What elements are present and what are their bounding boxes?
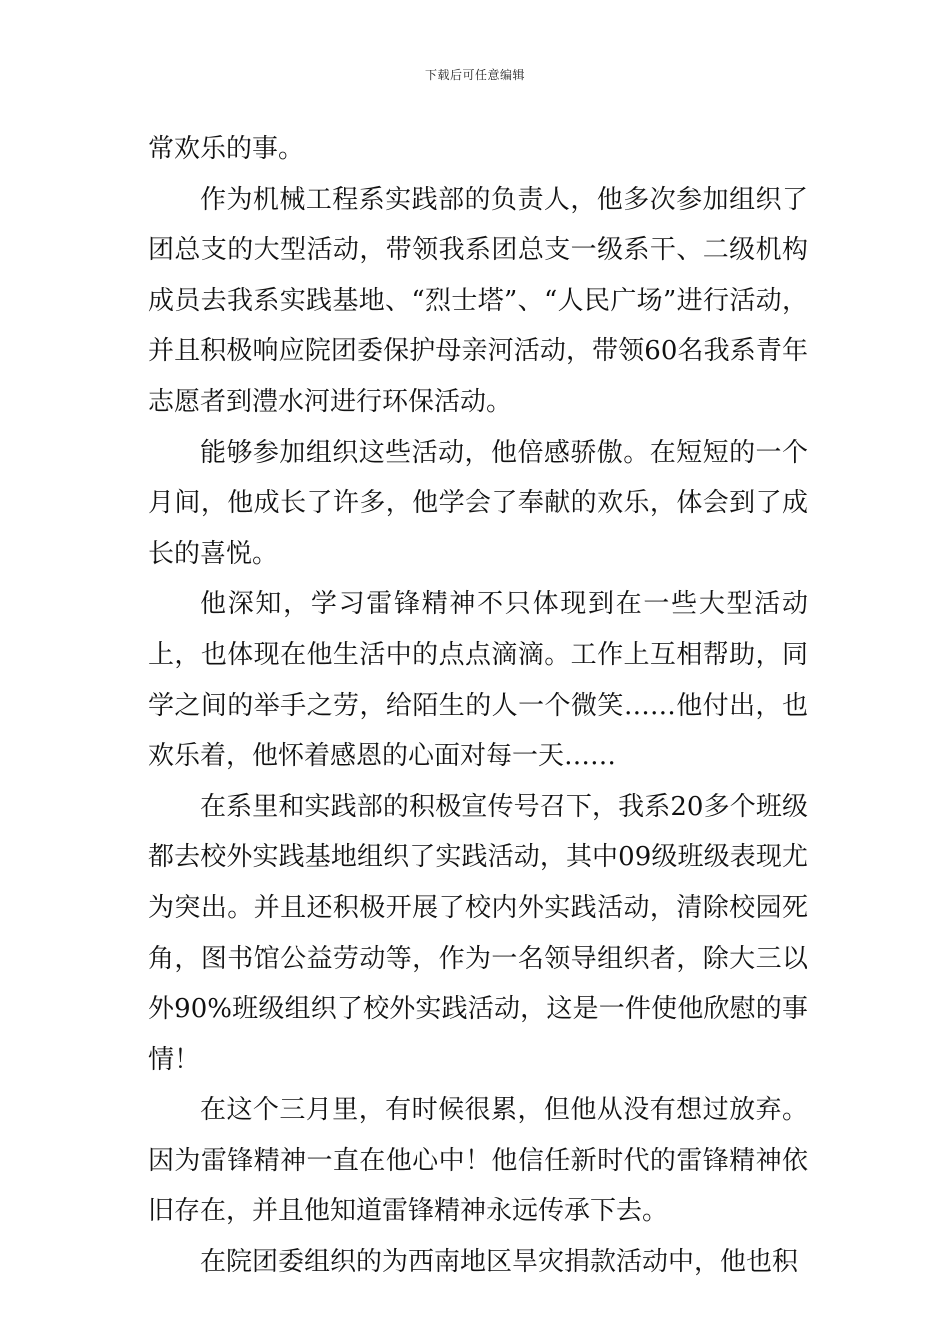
paragraph-5: 在系里和实践部的积极宣传号召下，我系20多个班级都去校外实践基地组织了实践活动，其中09级班级表现尤为突出。并且还积极开展了校内外实践活动，清除校园死角，图书馆公益劳动等，作为一名领导组织者，除大三以外90%班级组织了校外实践活动，这是一件使他欣慰的事情！	[148, 791, 808, 1075]
paragraph-2: 作为机械工程系实践部的负责人，他多次参加组织了团总支的大型活动，带领我系团总支一级系干、二级机构成员去我系实践基地、“烈士塔”、“人民广场”进行活动，并且积极响应院团委保护母亲河活动，带领60名我系青年志愿者到澧水河进行环保活动。	[148, 184, 808, 417]
paragraph-3: 能够参加组织这些活动，他倍感骄傲。在短短的一个月间，他成长了许多，他学会了奉献的欢乐，体会到了成长的喜悦。	[148, 437, 808, 569]
page-header: 下载后可任意编辑	[424, 68, 525, 82]
paragraph-4: 他深知，学习雷锋精神不只体现到在一些大型活动上，也体现在他生活中的点点滴滴。工作上互相帮助，同学之间的举手之劳，给陌生的人一个微笑……他付出，也欢乐着，他怀着感恩的心面对每一天……	[148, 589, 808, 772]
paragraph-6: 在这个三月里，有时候很累，但他从没有想过放弃。因为雷锋精神一直在他心中！他信任新时代的雷锋精神依旧存在，并且他知道雷锋精神永远传承下去。	[148, 1095, 808, 1227]
paragraph-1: 常欢乐的事。	[148, 134, 305, 164]
document-body	[148, 124, 808, 1288]
paragraph-7: 在院团委组织的为西南地区旱灾捐款活动中，他也积	[200, 1247, 799, 1278]
